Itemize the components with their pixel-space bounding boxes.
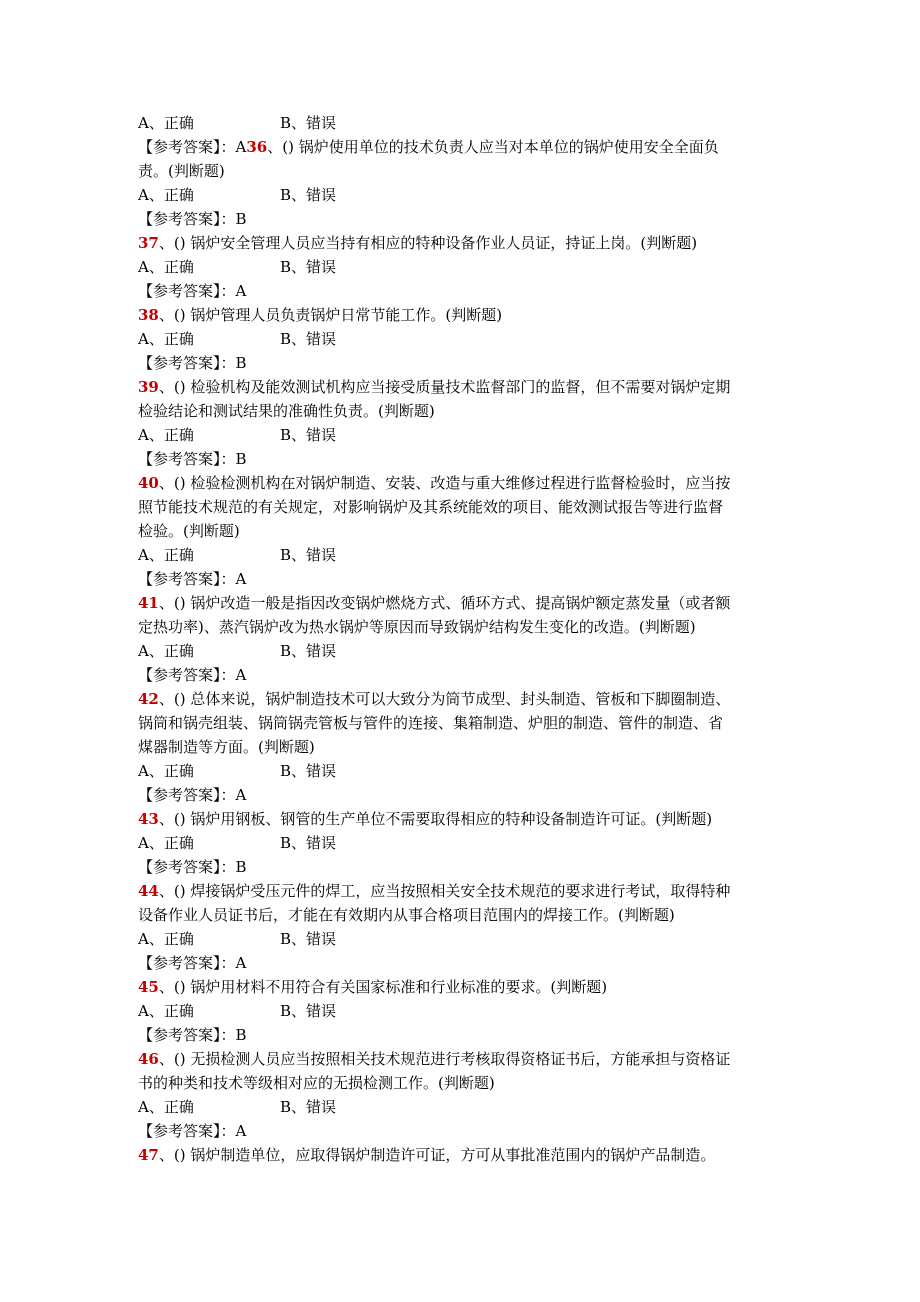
question-text: 设备作业人员证书后，才能在有效期内从事合格项目范围内的焊接工作。(判断题) [138, 906, 675, 924]
answer-value: B [235, 450, 247, 468]
answer-label: 【参考答案】： [138, 954, 236, 972]
question-text: 书的种类和技术等级相对应的无损检测工作。(判断题) [138, 1074, 495, 1092]
question-line [138, 471, 788, 495]
option-b: B、错误 [280, 930, 337, 948]
answer-row [138, 207, 788, 231]
question-text: 煤器制造等方面。(判断题) [138, 738, 315, 756]
question-line [138, 495, 788, 519]
question-number: 42 [138, 690, 159, 708]
answer-label: 【参考答案】： [138, 666, 236, 684]
question-line [138, 903, 788, 927]
question-number: 38 [138, 306, 159, 324]
answer-label: 【参考答案】： [138, 138, 236, 156]
option-a: A、正确 [138, 762, 194, 780]
question-line [138, 159, 788, 183]
question-number: 46 [138, 1050, 159, 1068]
question-text: 、() 无损检测人员应当按照相关技术规范进行考核取得资格证书后，方能承担与资格证 [158, 1050, 731, 1068]
question-text: 检验。(判断题) [138, 522, 240, 540]
answer-value: B [235, 210, 247, 228]
answer-row [138, 783, 788, 807]
options-row [138, 183, 788, 207]
options-row [138, 327, 788, 351]
option-b: B、错误 [280, 186, 337, 204]
question-number: 39 [138, 378, 159, 396]
question-line [138, 711, 788, 735]
option-b: B、错误 [280, 834, 337, 852]
option-b: B、错误 [280, 114, 337, 132]
question-line [138, 879, 788, 903]
question-number: 45 [138, 978, 159, 996]
option-b: B、错误 [280, 762, 337, 780]
answer-label: 【参考答案】： [138, 210, 236, 228]
option-a: A、正确 [138, 186, 194, 204]
option-b: B、错误 [280, 1002, 337, 1020]
answer-label: 【参考答案】： [138, 282, 236, 300]
options-row [138, 759, 788, 783]
options-row [138, 423, 788, 447]
question-line [138, 399, 788, 423]
answer-row [138, 351, 788, 375]
options-row [138, 255, 788, 279]
option-a: A、正确 [138, 114, 194, 132]
question-text: 锅筒和锅壳组装、锅筒锅壳管板与管件的连接、集箱制造、炉胆的制造、管件的制造、省 [138, 714, 724, 732]
option-b: B、错误 [280, 1098, 337, 1116]
document-page [138, 111, 788, 1167]
answer-value: A [235, 1122, 247, 1140]
question-line [138, 687, 788, 711]
answer-row [138, 951, 788, 975]
options-row [138, 639, 788, 663]
answer-row [138, 447, 788, 471]
answer-label: 【参考答案】： [138, 858, 236, 876]
question-text: 、() 检验检测机构在对锅炉制造、安装、改造与重大维修过程进行监督检验时，应当按 [158, 474, 731, 492]
question-line [138, 591, 788, 615]
question-text: 责。(判断题) [138, 162, 225, 180]
answer-label: 【参考答案】： [138, 1122, 236, 1140]
question-line [138, 375, 788, 399]
question-number: 40 [138, 474, 159, 492]
answer-value: A [235, 570, 247, 588]
answer-value: A [235, 954, 247, 972]
option-a: A、正确 [138, 642, 194, 660]
question-line [138, 135, 788, 159]
option-a: A、正确 [138, 1002, 194, 1020]
options-row [138, 1095, 788, 1119]
question-line [138, 231, 788, 255]
options-row [138, 111, 788, 135]
answer-label: 【参考答案】： [138, 354, 236, 372]
options-row [138, 543, 788, 567]
answer-value: A [235, 666, 247, 684]
answer-row [138, 663, 788, 687]
question-text: 、() 锅炉制造单位，应取得锅炉制造许可证，方可从事批准范围内的锅炉产品制造。 [158, 1146, 716, 1164]
option-b: B、错误 [280, 546, 337, 564]
question-text: 定热功率)、蒸汽锅炉改为热水锅炉等原因而导致锅炉结构发生变化的改造。(判断题) [138, 618, 696, 636]
answer-row [138, 567, 788, 591]
question-number: 41 [138, 594, 159, 612]
options-row [138, 927, 788, 951]
question-number: 37 [138, 234, 159, 252]
question-text: 、() 锅炉使用单位的技术负责人应当对本单位的锅炉使用安全全面负 [267, 138, 719, 156]
option-b: B、错误 [280, 330, 337, 348]
answer-label: 【参考答案】： [138, 570, 236, 588]
question-line [138, 303, 788, 327]
question-text: 、() 焊接锅炉受压元件的焊工，应当按照相关安全技术规范的要求进行考试，取得特种 [158, 882, 731, 900]
answer-row [138, 1119, 788, 1143]
answer-label: 【参考答案】： [138, 450, 236, 468]
question-text: 、() 锅炉安全管理人员应当持有相应的特种设备作业人员证，持证上岗。(判断题) [158, 234, 698, 252]
answer-value: A [235, 786, 247, 804]
option-a: A、正确 [138, 834, 194, 852]
question-text: 、() 锅炉用材料不用符合有关国家标准和行业标准的要求。(判断题) [158, 978, 608, 996]
question-number: 47 [138, 1146, 159, 1164]
question-line [138, 1047, 788, 1071]
option-b: B、错误 [280, 426, 337, 444]
answer-value: A [235, 138, 247, 156]
option-a: A、正确 [138, 546, 194, 564]
question-text: 、() 锅炉管理人员负责锅炉日常节能工作。(判断题) [158, 306, 503, 324]
answer-value: B [235, 1026, 247, 1044]
answer-value: A [235, 282, 247, 300]
option-a: A、正确 [138, 426, 194, 444]
option-a: A、正确 [138, 930, 194, 948]
question-line [138, 975, 788, 999]
question-line [138, 735, 788, 759]
question-line [138, 615, 788, 639]
question-line [138, 1071, 788, 1095]
question-line [138, 1143, 788, 1167]
answer-value: B [235, 354, 247, 372]
answer-label: 【参考答案】： [138, 1026, 236, 1044]
question-text: 照节能技术规范的有关规定，对影响锅炉及其系统能效的项目、能效测试报告等进行监督 [138, 498, 724, 516]
question-text: 、() 锅炉改造一般是指因改变锅炉燃烧方式、循环方式、提高锅炉额定蒸发量（或者额 [158, 594, 731, 612]
option-a: A、正确 [138, 330, 194, 348]
answer-row [138, 1023, 788, 1047]
question-number: 44 [138, 882, 159, 900]
option-a: A、正确 [138, 1098, 194, 1116]
question-text: 、() 锅炉用钢板、钢管的生产单位不需要取得相应的特种设备制造许可证。(判断题) [158, 810, 713, 828]
question-line [138, 807, 788, 831]
option-a: A、正确 [138, 258, 194, 276]
option-b: B、错误 [280, 258, 337, 276]
option-b: B、错误 [280, 642, 337, 660]
answer-label: 【参考答案】： [138, 786, 236, 804]
question-number: 43 [138, 810, 159, 828]
question-text: 、() 总体来说，锅炉制造技术可以大致分为筒节成型、封头制造、管板和下脚圈制造、 [158, 690, 731, 708]
answer-value: B [235, 858, 247, 876]
question-line [138, 519, 788, 543]
question-text: 、() 检验机构及能效测试机构应当接受质量技术监督部门的监督，但不需要对锅炉定期 [158, 378, 731, 396]
question-text: 检验结论和测试结果的准确性负责。(判断题) [138, 402, 435, 420]
options-row [138, 831, 788, 855]
question-number: 36 [246, 138, 268, 156]
options-row [138, 999, 788, 1023]
answer-row [138, 855, 788, 879]
answer-row [138, 279, 788, 303]
